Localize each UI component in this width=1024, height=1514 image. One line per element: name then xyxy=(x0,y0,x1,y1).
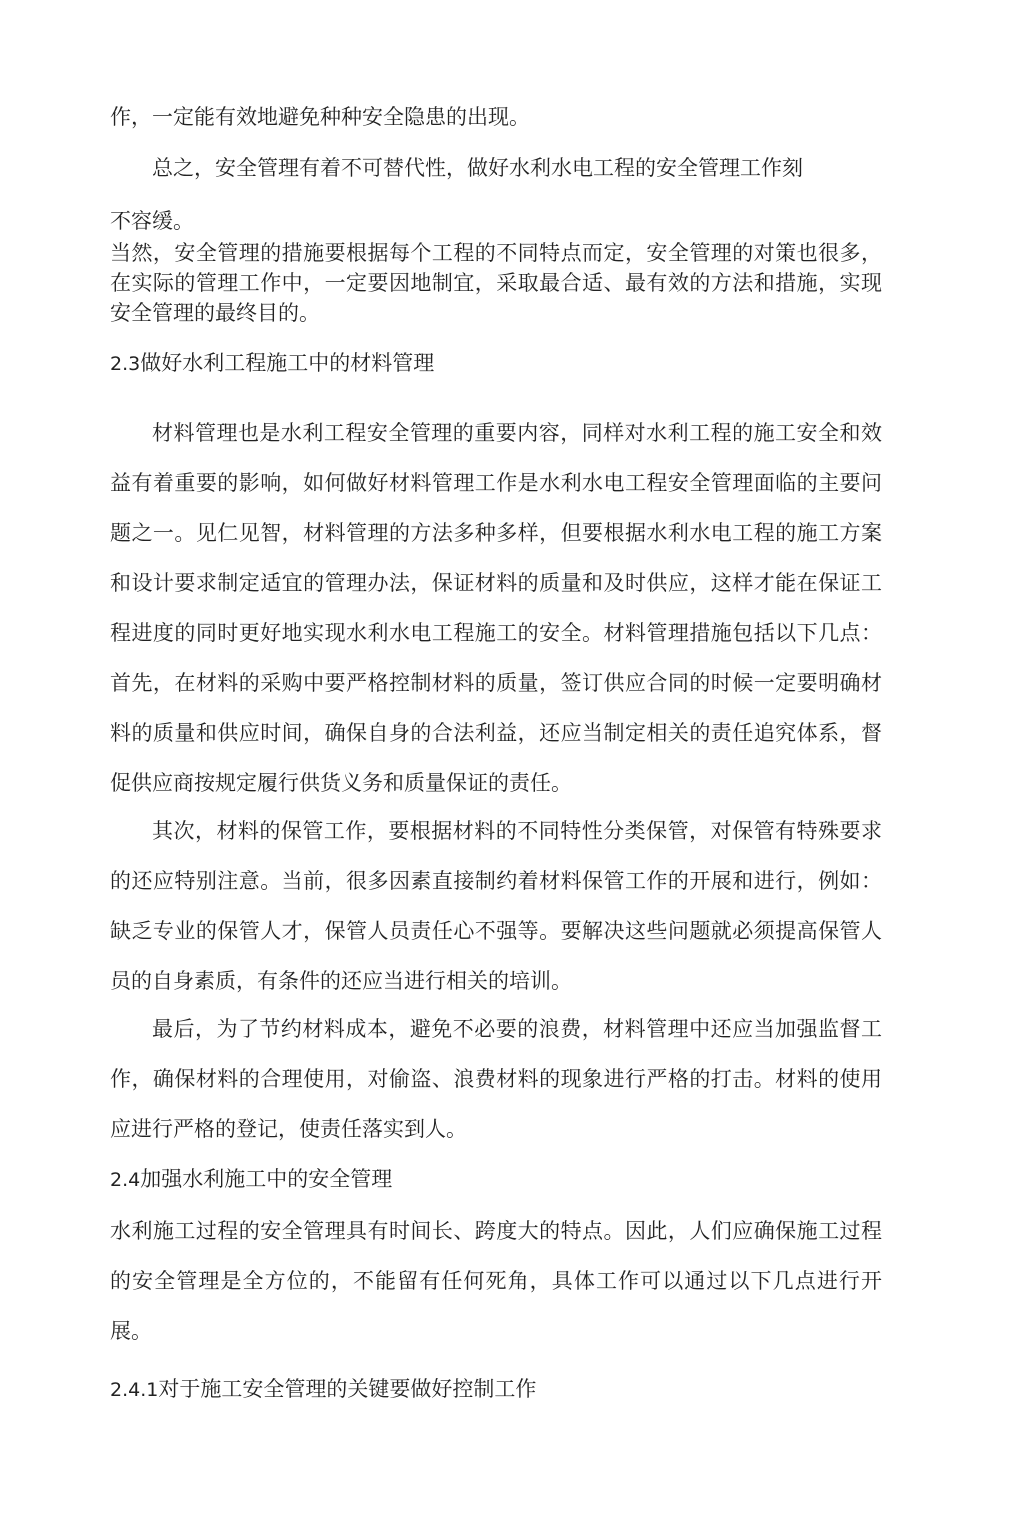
section-title: 加强水利施工中的安全管理 xyxy=(140,1167,393,1191)
paragraph-construction-safety: 水利施工过程的安全管理具有时间长、跨度大的特点。因此，人们应确保施工过程的安全管理是全方位的，不能留有任何死角，具体工作可以通过以下几点进行开展。 xyxy=(110,1219,882,1343)
paragraph-summary: 总之，安全管理有着不可替代性，做好水利水电工程的安全管理工作刻 xyxy=(152,156,803,180)
paragraph-summary-end: 不容缓。 xyxy=(110,209,194,233)
section-heading-2-4-1 xyxy=(110,1374,536,1405)
paragraph-supervision: 最后，为了节约材料成本，避免不必要的浪费，材料管理中还应当加强监督工作，确保材料的合理使用，对偷盗、浪费材料的现象进行严格的打击。材料的使用应进行严格的登记，使责任落实到人。 xyxy=(110,1017,882,1141)
section-heading-2-3 xyxy=(110,348,434,379)
section-number: 2.4 xyxy=(110,1169,141,1191)
paragraph-material-management: 材料管理也是水利工程安全管理的重要内容，同样对水利工程的施工安全和效益有着重要的影响，如何做好材料管理工作是水利水电工程安全管理面临的主要问题之一。见仁见智，材料管理的方法多种多样，但要根据水利水电工程的施工方案和设计要求制定适宜的管理办法，保证材料的质量和及时供应，这样才能在保证工程进度的同时更好地实现水利水电工程施工的安全。材料管理措施包括以下几点：首先，在材料的采购中要严格控制材料的质量，签订供应合同的时候一定要明确材料的质量和供应时间，确保自身的合法利益，还应当制定相关的责任追究体系，督促供应商按规定履行供货义务和质量保证的责任。 xyxy=(110,421,882,795)
section-title: 对于施工安全管理的关键要做好控制工作 xyxy=(158,1377,537,1401)
section-number: 2.3 xyxy=(110,353,141,375)
paragraph-continuation: 作，一定能有效地避免种种安全隐患的出现。 xyxy=(110,105,530,129)
section-number: 2.4.1 xyxy=(110,1379,159,1401)
section-heading-2-4 xyxy=(110,1164,392,1195)
section-title: 做好水利工程施工中的材料管理 xyxy=(140,351,435,375)
paragraph-measures: 当然，安全管理的措施要根据每个工程的不同特点而定，安全管理的对策也很多，在实际的管理工作中，一定要因地制宜，采取最合适、最有效的方法和措施，实现安全管理的最终目的。 xyxy=(110,241,882,325)
paragraph-storage: 其次，材料的保管工作，要根据材料的不同特性分类保管，对保管有特殊要求的还应特别注意。当前，很多因素直接制约着材料保管工作的开展和进行，例如：缺乏专业的保管人才，保管人员责任心不强等。要解决这些问题就必须提高保管人员的自身素质，有条件的还应当进行相关的培训。 xyxy=(110,819,882,993)
